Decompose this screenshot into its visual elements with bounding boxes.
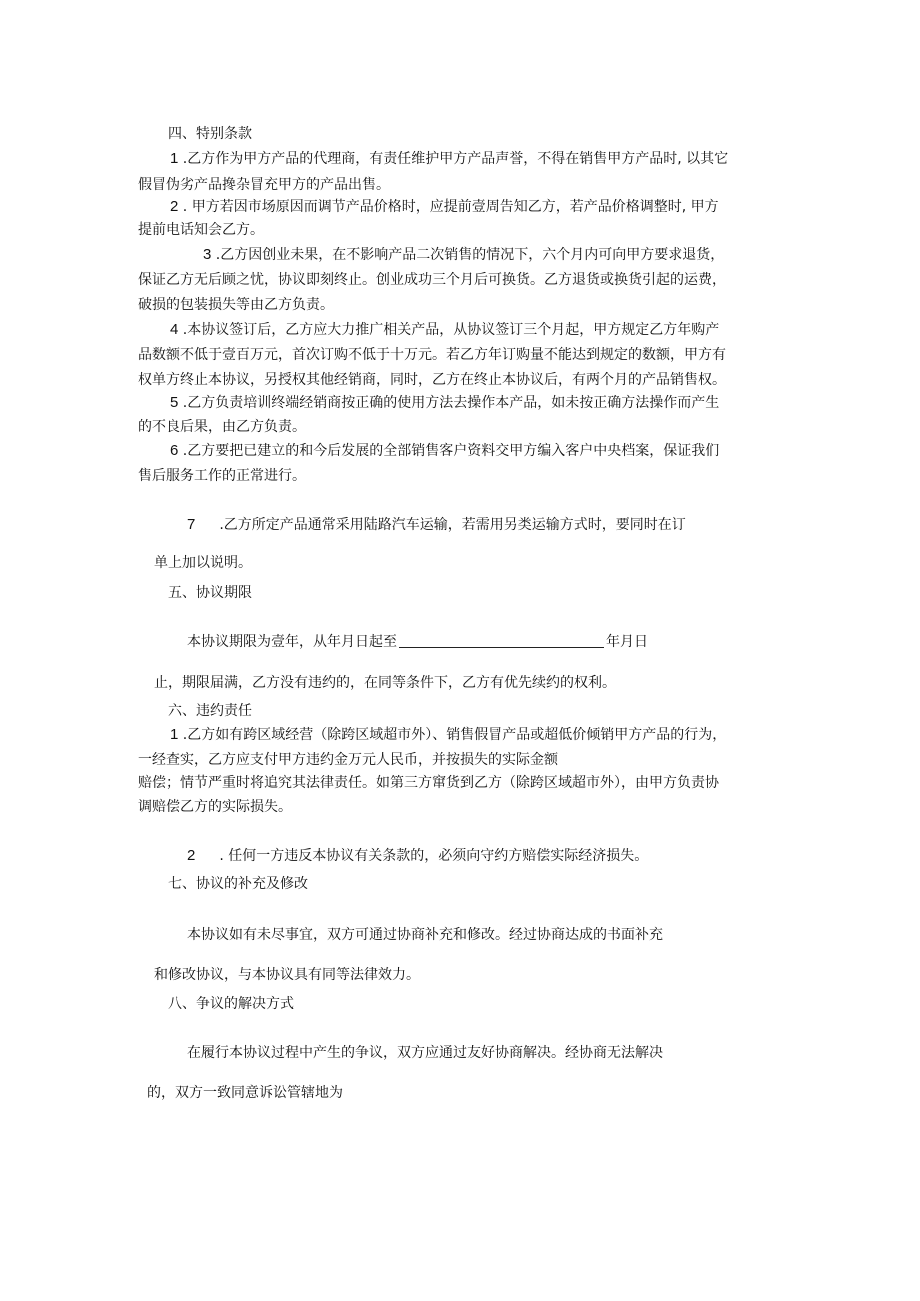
clause-4-4-line-2: 品数额不低于壹百万元，首次订购不低于十万元。若乙方年订购量不能达到规定的数额，甲方有 (138, 347, 726, 363)
clause-6-1-line-2: 一经查实，乙方应支付甲方违约金万元人民币，并按损失的实际金额 (138, 752, 558, 768)
clause-text: .乙方要把已建立的和今后发展的全部销售客户资料交甲方编入客户中央档案，保证我们 (178, 443, 720, 459)
clause-number: 1 (170, 150, 179, 167)
clause-4-1-line-1 (170, 149, 728, 169)
clause-4-1-line-2: 假冒伪劣产品搀杂冒充甲方的产品出售。 (138, 177, 390, 193)
section-heading-amendment: 七、协议的补充及修改 (168, 876, 308, 892)
clause-number: 7 (187, 516, 196, 533)
clause-4-7-line-1 (187, 515, 686, 535)
clause-6-1-line-4: 调赔偿乙方的实际损失。 (138, 799, 292, 815)
clause-number: 5 (170, 394, 179, 411)
clause-6-1-line-3: 赔偿；情节严重时将追究其法律责任。如第三方窜货到乙方（除跨区域超市外），由甲方负责协 (138, 775, 719, 791)
clause-4-3-line-3: 破损的包装损失等由乙方负责。 (138, 297, 334, 313)
section-heading-term: 五、协议期限 (168, 585, 252, 601)
term-text-start: 本协议期限为壹年，从年月日起至 (187, 634, 397, 650)
clause-number: 1 (170, 726, 179, 743)
clause-text: .乙方所定产品通常采用陆路汽车运输，若需用另类运输方式时，要同时在订 (219, 517, 686, 533)
clause-number: 2 (187, 847, 196, 864)
section-heading-dispute: 八、争议的解决方式 (168, 996, 294, 1012)
clause-text: .乙方因创业未果，在不影响产品二次销售的情况下，六个月内可向甲方要求退货， (211, 247, 725, 263)
date-blank-line (399, 633, 604, 648)
dispute-line-2: 的，双方一致同意诉讼管辖地为 (147, 1085, 343, 1101)
clause-6-2-line-1 (187, 846, 648, 866)
clause-4-2-line-1 (170, 197, 719, 217)
clause-number: 3 (203, 246, 212, 263)
clause-4-4-line-3: 权单方终止本协议，另授权其他经销商，同时，乙方在终止本协议后，有两个月的产品销售权。 (138, 372, 726, 388)
clause-4-6-line-2: 售后服务工作的正常进行。 (138, 468, 306, 484)
section-heading-liability: 六、违约责任 (168, 703, 252, 719)
clause-number: 6 (170, 442, 179, 459)
term-line-2: 止，期限届满，乙方没有违约的，在同等条件下，乙方有优先续约的权利。 (154, 675, 616, 691)
clause-4-5-line-1 (170, 393, 719, 413)
dispute-line-1: 在履行本协议过程中产生的争议，双方应通过友好协商解决。经协商无法解决 (187, 1045, 663, 1061)
clause-4-3-line-2: 保证乙方无后顾之忧，协议即刻终止。创业成功三个月后可换货。乙方退货或换货引起的运费， (138, 272, 726, 288)
clause-4-4-line-1 (170, 320, 719, 340)
clause-4-5-line-2: 的不良后果，由乙方负责。 (138, 419, 306, 435)
clause-4-3-line-1 (203, 245, 724, 265)
clause-6-1-line-1 (170, 725, 726, 745)
clause-number: 4 (170, 321, 179, 338)
clause-number: 2 (170, 198, 179, 215)
amendment-line-1: 本协议如有未尽事宜，双方可通过协商补充和修改。经过协商达成的书面补充 (187, 927, 663, 943)
section-heading-special-terms: 四、特别条款 (168, 126, 252, 142)
amendment-line-2: 和修改协议，与本协议具有同等法律效力。 (154, 967, 420, 983)
clause-text: . 任何一方违反本协议有关条款的，必须向守约方赔偿实际经济损失。 (219, 848, 649, 864)
clause-text: .乙方负责培训终端经销商按正确的使用方法去操作本产品，如未按正确方法操作而产生 (178, 395, 720, 411)
clause-text: .乙方如有跨区域经营（除跨区域超市外）、销售假冒产品或超低价倾销甲方产品的行为， (178, 727, 727, 743)
clause-text: .乙方作为甲方产品的代理商，有责任维护甲方产品声誉，不得在销售甲方产品时, 以其它 (178, 151, 729, 167)
clause-4-7-line-2: 单上加以说明。 (154, 555, 252, 571)
clause-4-6-line-1 (170, 441, 719, 461)
term-text-end: 年月日 (606, 634, 648, 650)
clause-text: . 甲方若因市场原因而调节产品价格时，应提前壹周告知乙方，若产品价格调整时, 甲方 (178, 199, 719, 215)
clause-text: .本协议签订后，乙方应大力推广相关产品，从协议签订三个月起，甲方规定乙方年购产 (178, 322, 720, 338)
clause-4-2-line-2: 提前电话知会乙方。 (138, 222, 264, 238)
term-line-1 (187, 632, 648, 652)
